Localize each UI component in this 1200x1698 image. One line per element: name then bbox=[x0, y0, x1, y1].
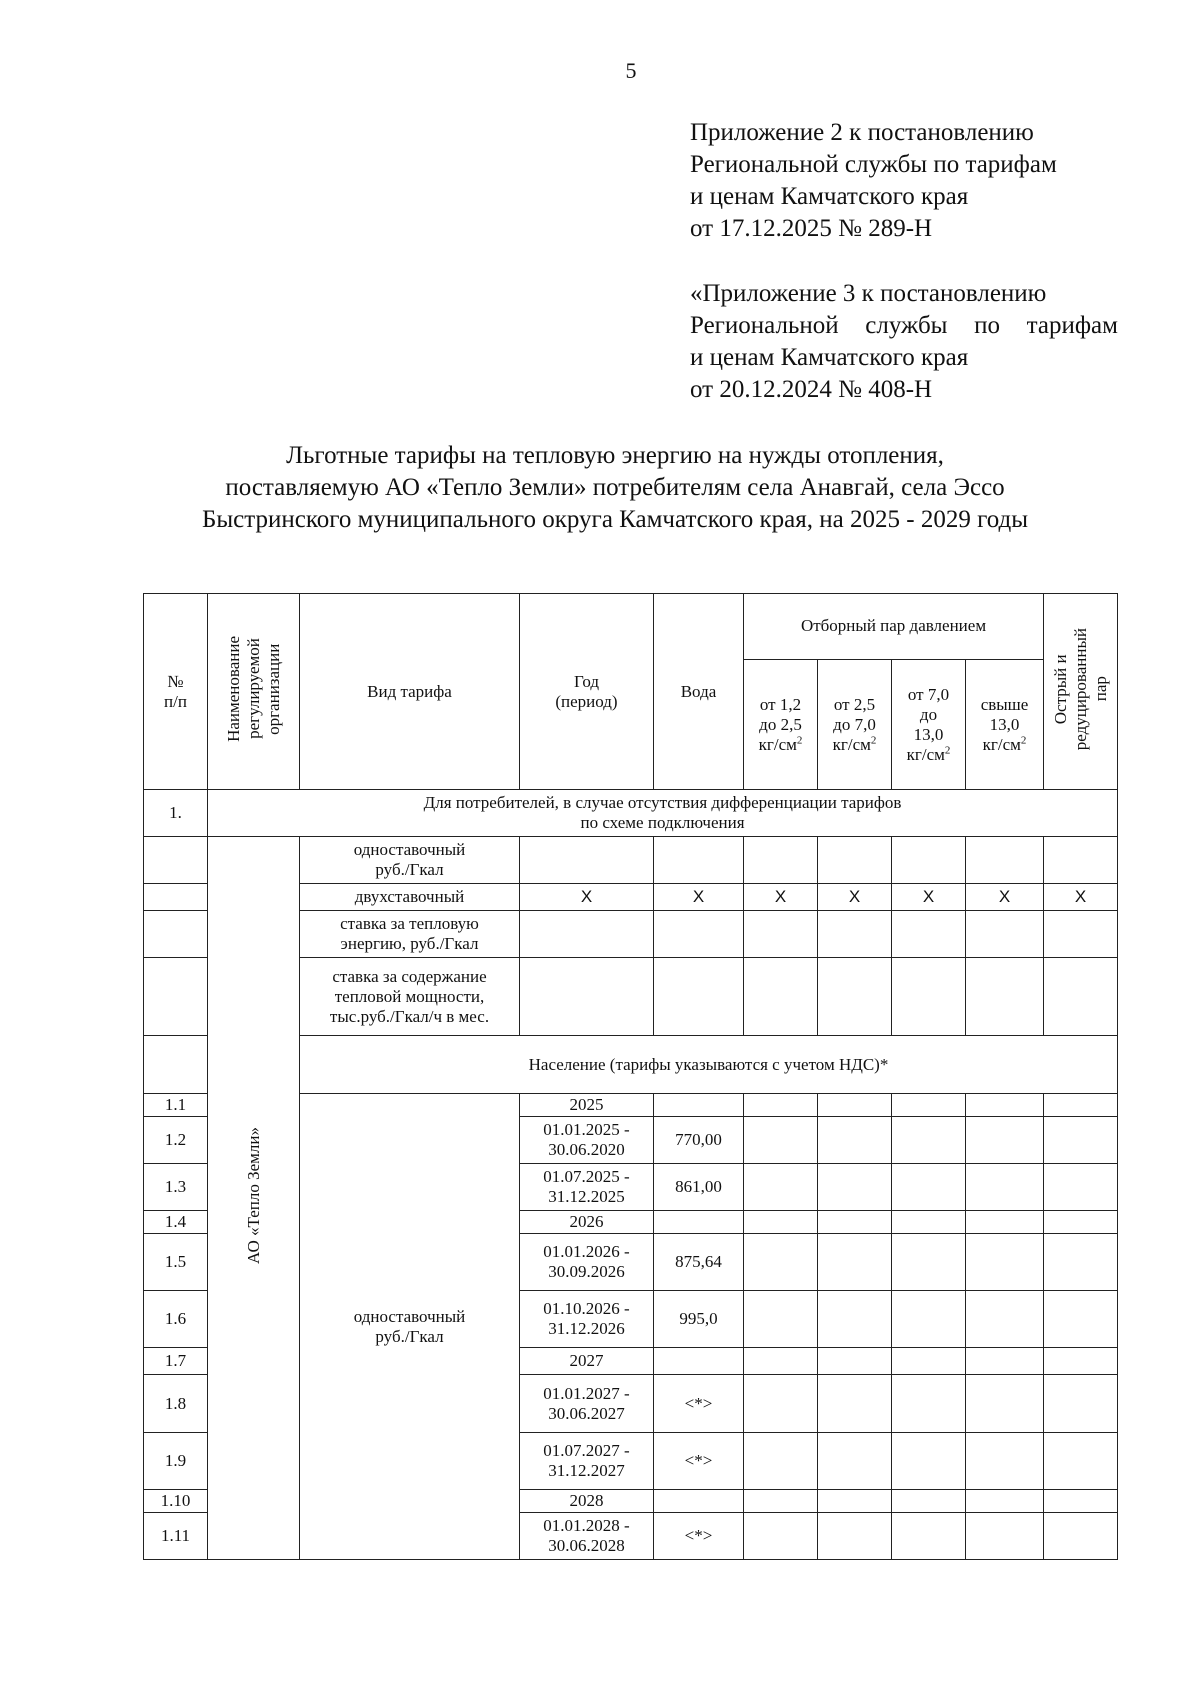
period-line: 01.10.2026 - bbox=[543, 1299, 630, 1318]
cell-empty bbox=[966, 837, 1044, 884]
steam-line: до bbox=[919, 704, 938, 724]
cell-empty bbox=[818, 1513, 892, 1560]
cell-empty bbox=[818, 1348, 892, 1375]
cell-empty bbox=[1044, 958, 1118, 1036]
period-line: 01.01.2025 - bbox=[543, 1120, 630, 1139]
header-year-line: Год bbox=[574, 671, 599, 691]
cell-empty bbox=[744, 911, 818, 958]
cell-empty bbox=[892, 1117, 966, 1164]
steam-line: свыше bbox=[980, 694, 1029, 714]
cell-empty bbox=[966, 1211, 1044, 1234]
cell-empty bbox=[654, 911, 744, 958]
cell-empty bbox=[818, 1164, 892, 1211]
appendix-2-word: по bbox=[974, 312, 1001, 339]
steam-line: до 7,0 bbox=[833, 714, 876, 734]
cell-empty bbox=[966, 1490, 1044, 1513]
period-line: 30.09.2026 bbox=[548, 1262, 625, 1281]
cell-empty bbox=[744, 1513, 818, 1560]
cell-empty bbox=[1044, 1234, 1118, 1291]
cell-empty bbox=[1044, 1513, 1118, 1560]
cell-empty bbox=[744, 1164, 818, 1211]
label-line: ставка за содержание bbox=[332, 966, 487, 986]
cell-empty bbox=[1044, 1164, 1118, 1211]
cell-empty bbox=[744, 1375, 818, 1433]
general-one-rate-label bbox=[300, 837, 520, 884]
row-period bbox=[520, 1490, 654, 1513]
cell-empty bbox=[966, 1234, 1044, 1291]
period-line: 01.07.2027 - bbox=[543, 1441, 630, 1460]
page-number: 5 bbox=[625, 58, 637, 83]
header-year bbox=[520, 594, 654, 790]
steam-line: до 2,5 bbox=[759, 714, 802, 734]
cell-empty bbox=[818, 1094, 892, 1117]
cell-empty bbox=[966, 911, 1044, 958]
header-steam-3 bbox=[892, 660, 966, 790]
appendix-1-line-1: Приложение 2 к постановлению bbox=[690, 119, 1034, 146]
period-line: 01.01.2026 - bbox=[543, 1242, 630, 1261]
cell-empty bbox=[966, 1291, 1044, 1348]
row-water: 770,00 bbox=[654, 1117, 744, 1164]
steam-unit: кг/см bbox=[832, 734, 871, 754]
header-org-line: Наименование bbox=[223, 636, 243, 742]
row-period bbox=[520, 1234, 654, 1291]
row-water: <*> bbox=[654, 1433, 744, 1490]
title-line-3: Быстринского муниципального округа Камчатского края, на 2025 - 2029 годы bbox=[201, 506, 1028, 533]
row-num: 1.1 bbox=[144, 1094, 208, 1117]
period-line: 2025 bbox=[569, 1095, 604, 1114]
period-line: 01.01.2027 - bbox=[543, 1383, 630, 1403]
header-steam-2 bbox=[818, 660, 892, 790]
cell-empty bbox=[1044, 1490, 1118, 1513]
cell-empty bbox=[1044, 1291, 1118, 1348]
row-water: 861,00 bbox=[654, 1164, 744, 1211]
cell-empty bbox=[744, 958, 818, 1036]
cell-empty bbox=[892, 837, 966, 884]
cell-empty bbox=[966, 1094, 1044, 1117]
period-line: 2026 bbox=[569, 1212, 604, 1231]
row-num-empty bbox=[144, 1036, 208, 1094]
cell-empty bbox=[818, 837, 892, 884]
cell-empty bbox=[744, 837, 818, 884]
cell-empty bbox=[892, 1094, 966, 1117]
header-tariff-type: Вид тарифа bbox=[300, 594, 520, 790]
row-num: 1.8 bbox=[144, 1375, 208, 1433]
general-heat-rate-label bbox=[300, 911, 520, 958]
steam-line bbox=[820, 735, 889, 755]
cell-empty bbox=[892, 1433, 966, 1490]
header-org-line: регулируемой bbox=[243, 638, 263, 740]
cell-empty bbox=[1044, 911, 1118, 958]
cell-empty bbox=[966, 1433, 1044, 1490]
appendix-1-line-3: и ценам Камчатского края bbox=[690, 183, 969, 210]
header-water: Вода bbox=[654, 594, 744, 790]
cell-empty bbox=[892, 1164, 966, 1211]
row-period bbox=[520, 1211, 654, 1234]
row-num: 1.4 bbox=[144, 1211, 208, 1234]
row-water: <*> bbox=[654, 1513, 744, 1560]
cell-empty bbox=[892, 1211, 966, 1234]
general-two-rate-label: двухставочный bbox=[300, 884, 520, 911]
row-num: 1.7 bbox=[144, 1348, 208, 1375]
row-period bbox=[520, 1117, 654, 1164]
row-num: 1.6 bbox=[144, 1291, 208, 1348]
steam-unit: кг/см bbox=[906, 744, 945, 764]
period-line: 01.01.2028 - bbox=[543, 1516, 630, 1535]
cell-empty bbox=[966, 1375, 1044, 1433]
cell-empty bbox=[966, 1348, 1044, 1375]
steam-unit: кг/см bbox=[982, 734, 1021, 754]
section-1-line: Для потребителей, в случае отсутствия дифференциации тарифов bbox=[423, 793, 902, 812]
cell-empty bbox=[744, 1211, 818, 1234]
section-1-text bbox=[208, 790, 1118, 837]
row-num: 1.10 bbox=[144, 1490, 208, 1513]
general-capacity-rate-label bbox=[300, 958, 520, 1036]
cell-empty bbox=[966, 1513, 1044, 1560]
cell-empty bbox=[966, 1117, 1044, 1164]
cell-empty bbox=[892, 1348, 966, 1375]
appendix-note-1 bbox=[690, 117, 1130, 245]
appendix-2-line-3: и ценам Камчатского края bbox=[690, 344, 969, 371]
section-1-line: по схеме подключения bbox=[580, 813, 745, 832]
steam-line: 13,0 bbox=[989, 714, 1020, 734]
row-water bbox=[654, 1348, 744, 1375]
row-num: 1.2 bbox=[144, 1117, 208, 1164]
row-num-empty bbox=[144, 958, 208, 1036]
cell-empty bbox=[818, 1490, 892, 1513]
x-mark-sharp-steam: Х bbox=[1044, 884, 1118, 911]
tariff-table bbox=[143, 593, 1118, 1560]
period-line: 30.06.2028 bbox=[548, 1536, 625, 1555]
header-sharp-steam-vertical bbox=[1051, 628, 1111, 750]
cell-empty bbox=[744, 1490, 818, 1513]
cell-empty bbox=[892, 1490, 966, 1513]
cell-empty bbox=[1044, 1094, 1118, 1117]
steam-line: от 7,0 bbox=[907, 684, 950, 704]
header-row-1 bbox=[144, 594, 1118, 660]
steam-unit: кг/см bbox=[758, 734, 797, 754]
row-period bbox=[520, 1291, 654, 1348]
appendix-note-2 bbox=[690, 278, 1130, 406]
cell-empty bbox=[818, 1211, 892, 1234]
header-num bbox=[144, 594, 208, 790]
label-line: ставка за тепловую bbox=[340, 914, 479, 933]
steam-line bbox=[746, 735, 815, 755]
cell-empty bbox=[966, 1164, 1044, 1211]
period-line: 30.06.2027 bbox=[548, 1403, 625, 1423]
header-sharp-steam bbox=[1044, 594, 1118, 790]
period-line: 30.06.2020 bbox=[548, 1140, 625, 1159]
row-water: 995,0 bbox=[654, 1291, 744, 1348]
row-num-empty bbox=[144, 837, 208, 884]
section-1-row bbox=[144, 790, 1118, 837]
row-water: 875,64 bbox=[654, 1234, 744, 1291]
cell-empty bbox=[1044, 1348, 1118, 1375]
appendix-1-line-4: от 17.12.2025 № 289-Н bbox=[690, 215, 933, 242]
cell-empty bbox=[892, 1375, 966, 1433]
period-line: 2028 bbox=[569, 1491, 604, 1510]
cell-empty bbox=[818, 1117, 892, 1164]
steam-unit-exp: 2 bbox=[944, 743, 951, 756]
cell-empty bbox=[744, 1117, 818, 1164]
cell-empty bbox=[654, 958, 744, 1036]
cell-empty bbox=[892, 1513, 966, 1560]
appendix-2-word: тарифам bbox=[1026, 312, 1118, 339]
population-header: Население (тарифы указываются с учетом НДС)* bbox=[300, 1036, 1118, 1094]
cell-empty bbox=[1044, 837, 1118, 884]
appendix-2-line-1: «Приложение 3 к постановлению bbox=[690, 280, 1047, 307]
row-num: 1.5 bbox=[144, 1234, 208, 1291]
x-mark-steam-2: Х bbox=[818, 884, 892, 911]
cell-empty bbox=[1044, 1211, 1118, 1234]
organization-cell bbox=[208, 837, 300, 1560]
cell-empty bbox=[520, 911, 654, 958]
x-mark-steam-3: Х bbox=[892, 884, 966, 911]
steam-line: от 1,2 bbox=[759, 694, 802, 714]
cell-empty bbox=[818, 1291, 892, 1348]
cell-empty bbox=[744, 1094, 818, 1117]
steam-unit-exp: 2 bbox=[796, 733, 803, 746]
general-one-rate-row bbox=[144, 837, 1118, 884]
x-mark-steam-1: Х bbox=[744, 884, 818, 911]
row-water: <*> bbox=[654, 1375, 744, 1433]
header-sharp-line: редуцированный bbox=[1070, 627, 1090, 751]
label-line: руб./Гкал bbox=[375, 1326, 444, 1346]
appendix-2-line-2 bbox=[690, 310, 1118, 342]
label-line: тепловой мощности, bbox=[334, 986, 485, 1006]
row-period bbox=[520, 1348, 654, 1375]
cell-empty bbox=[520, 958, 654, 1036]
appendix-2-word: Региональной bbox=[690, 312, 839, 339]
period-line: 31.12.2027 bbox=[548, 1461, 625, 1480]
steam-line: 13,0 bbox=[913, 724, 944, 744]
title-line-1: Льготные тарифы на тепловую энергию на нужды отопления, bbox=[286, 442, 944, 469]
cell-empty bbox=[744, 1433, 818, 1490]
cell-empty bbox=[818, 1433, 892, 1490]
cell-empty bbox=[520, 837, 654, 884]
header-org-line: организации bbox=[263, 643, 283, 735]
x-mark-steam-4: Х bbox=[966, 884, 1044, 911]
cell-empty bbox=[892, 911, 966, 958]
header-sharp-line: Острый и bbox=[1050, 654, 1070, 724]
period-line: 31.12.2025 bbox=[548, 1187, 625, 1206]
x-mark-year: Х bbox=[520, 884, 654, 911]
row-num-empty bbox=[144, 911, 208, 958]
steam-line bbox=[968, 735, 1041, 755]
label-line: энергию, руб./Гкал bbox=[340, 934, 479, 953]
row-period bbox=[520, 1094, 654, 1117]
cell-empty bbox=[818, 911, 892, 958]
label-line: руб./Гкал bbox=[375, 860, 444, 879]
period-line: 2027 bbox=[569, 1351, 604, 1370]
row-period bbox=[520, 1375, 654, 1433]
period-line: 01.07.2025 - bbox=[543, 1167, 630, 1186]
label-line: одноставочный bbox=[353, 1306, 466, 1326]
cell-empty bbox=[744, 1348, 818, 1375]
document-title bbox=[100, 440, 1130, 536]
appendix-1-line-2: Региональной службы по тарифам bbox=[690, 151, 1057, 178]
cell-empty bbox=[744, 1291, 818, 1348]
cell-empty bbox=[1044, 1375, 1118, 1433]
header-org-vertical bbox=[224, 636, 284, 742]
row-water bbox=[654, 1490, 744, 1513]
header-steam-group: Отборный пар давлением bbox=[744, 594, 1044, 660]
period-line: 31.12.2026 bbox=[548, 1319, 625, 1338]
row-num: 1.11 bbox=[144, 1513, 208, 1560]
header-num-line: п/п bbox=[164, 691, 187, 711]
steam-line: от 2,5 bbox=[833, 694, 876, 714]
section-1-num: 1. bbox=[144, 790, 208, 837]
row-num-empty bbox=[144, 884, 208, 911]
cell-empty bbox=[1044, 1117, 1118, 1164]
cell-empty bbox=[818, 1375, 892, 1433]
x-mark-water: Х bbox=[654, 884, 744, 911]
steam-unit-exp: 2 bbox=[1020, 733, 1027, 746]
appendix-2-line-4: от 20.12.2024 № 408-Н bbox=[690, 376, 933, 403]
header-org bbox=[208, 594, 300, 790]
row-period bbox=[520, 1433, 654, 1490]
row-num: 1.3 bbox=[144, 1164, 208, 1211]
cell-empty bbox=[892, 1234, 966, 1291]
row-water bbox=[654, 1094, 744, 1117]
steam-unit-exp: 2 bbox=[870, 733, 877, 746]
header-sharp-line: пар bbox=[1090, 676, 1110, 702]
cell-empty bbox=[966, 958, 1044, 1036]
appendix-2-word: службы bbox=[865, 312, 948, 339]
cell-empty bbox=[1044, 1433, 1118, 1490]
title-line-2: поставляемую АО «Тепло Земли» потребителям села Анавгай, села Эссо bbox=[225, 474, 1005, 501]
cell-empty bbox=[818, 958, 892, 1036]
row-period bbox=[520, 1513, 654, 1560]
cell-empty bbox=[818, 1234, 892, 1291]
population-tariff-label bbox=[300, 1094, 520, 1560]
header-num-line: № bbox=[167, 671, 184, 691]
cell-empty bbox=[892, 1291, 966, 1348]
cell-empty bbox=[744, 1234, 818, 1291]
label-line: одноставочный bbox=[353, 840, 466, 859]
header-steam-4 bbox=[966, 660, 1044, 790]
cell-empty bbox=[892, 958, 966, 1036]
organization-name: АО «Тепло Земли» bbox=[243, 1127, 263, 1264]
header-year-line: (период) bbox=[555, 691, 618, 711]
row-num: 1.9 bbox=[144, 1433, 208, 1490]
header-steam-1 bbox=[744, 660, 818, 790]
label-line: тыс.руб./Гкал/ч в мес. bbox=[329, 1006, 490, 1026]
steam-line bbox=[894, 745, 963, 765]
row-water bbox=[654, 1211, 744, 1234]
row-period bbox=[520, 1164, 654, 1211]
cell-empty bbox=[654, 837, 744, 884]
